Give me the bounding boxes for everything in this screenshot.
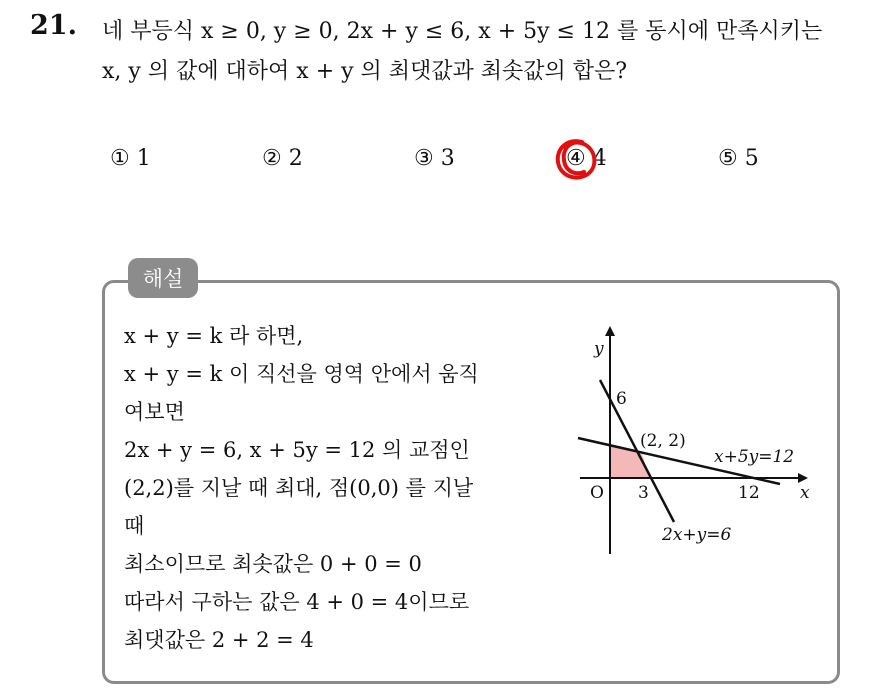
solution-tag: 해설 — [128, 258, 198, 298]
x-axis-arrow — [798, 473, 808, 483]
question-number: 21. — [30, 10, 77, 41]
choice-2[interactable]: ② 2 — [262, 146, 303, 171]
question-text-line-2: x, y 의 값에 대하여 x + y 의 최댓값과 최솟값의 합은? — [102, 59, 628, 84]
solution-line-9: 최댓값은 2 + 2 = 4 — [124, 628, 314, 652]
solution-line-7: 최소이므로 최솟값은 0 + 0 = 0 — [124, 552, 422, 576]
choice-3[interactable]: ③ 3 — [414, 146, 455, 171]
answer-circle-mark — [552, 136, 600, 184]
choice-5[interactable]: ⑤ 5 — [718, 146, 759, 171]
solution-line-6: 때 — [124, 514, 145, 538]
solution-line-4: 2x + y = 6, x + 5y = 12 의 교점인 — [124, 438, 470, 462]
question-text-line-1: 네 부등식 x ≥ 0, y ≥ 0, 2x + y ≤ 6, x + 5y ≤ 12 를 동시에 만족시키는 — [102, 19, 823, 44]
solution-line-3: 여보면 — [124, 400, 185, 424]
graph — [560, 318, 830, 558]
solution-line-8: 따라서 구하는 값은 4 + 0 = 4이므로 — [124, 590, 470, 614]
solution-line-5: (2,2)를 지날 때 최대, 점(0,0) 를 지날 — [124, 476, 474, 500]
x-axis-label: x — [800, 483, 810, 503]
y-axis-arrow — [605, 326, 615, 336]
x-tick-3: 3 — [638, 483, 649, 503]
y-intercept-label: 6 — [616, 389, 627, 409]
choice-1[interactable]: ① 1 — [110, 146, 151, 171]
solution-line-1: x + y = k 라 하면, — [124, 324, 304, 348]
y-axis-label: y — [594, 339, 604, 359]
intersection-label: (2, 2) — [640, 431, 686, 451]
choice-4[interactable]: ④ 4 — [566, 146, 607, 171]
line-1-label: x+5y=12 — [714, 447, 795, 467]
solution-line-2: x + y = k 이 직선을 영역 안에서 움직 — [124, 362, 479, 386]
origin-label: O — [590, 483, 604, 503]
line-2-label: 2x+y=6 — [662, 525, 732, 545]
x-tick-12: 12 — [738, 483, 760, 503]
